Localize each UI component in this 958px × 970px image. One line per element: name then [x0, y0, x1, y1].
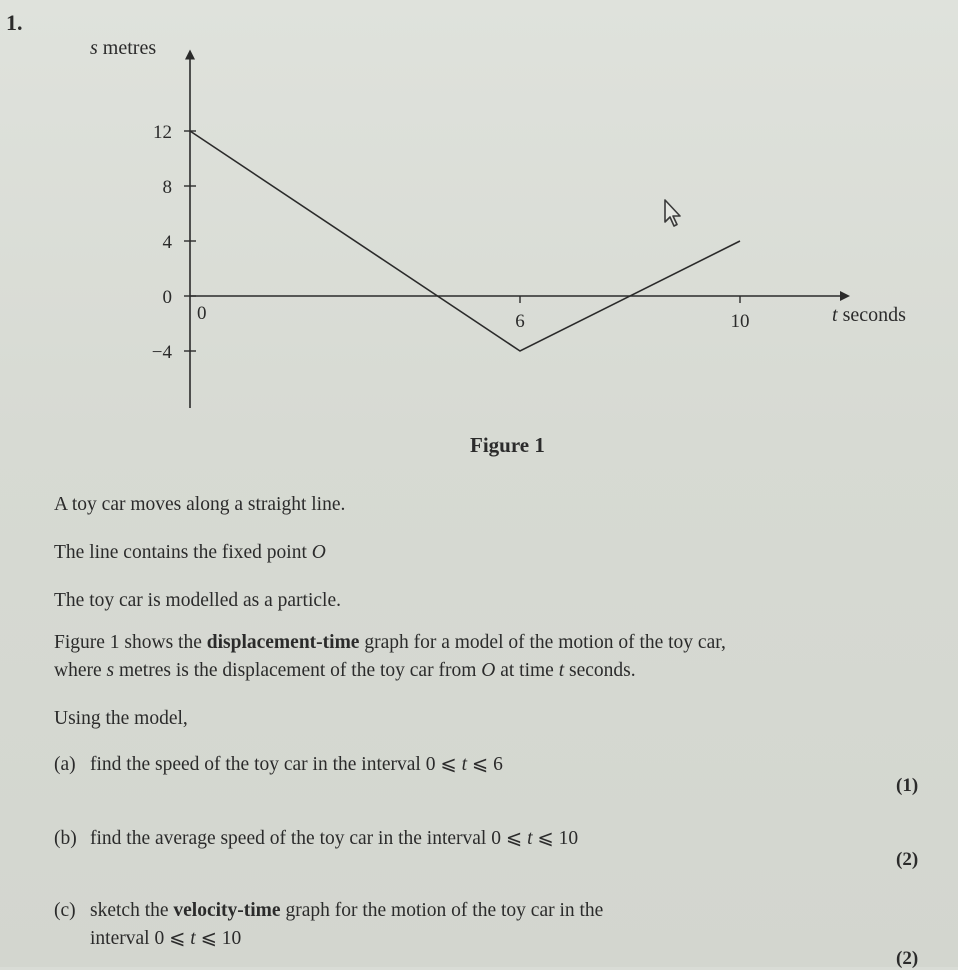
y-axis-label: [90, 37, 156, 59]
emphasis-velocity-time: velocity-time: [173, 900, 281, 921]
emphasis-displacement-time: displacement-time: [206, 632, 360, 653]
paragraph-1: A toy car moves along a straight line.: [54, 494, 346, 515]
paragraph-2: The line contains the fixed point O: [54, 542, 326, 563]
y-axis-variable: s: [90, 37, 98, 59]
part-c-marks: (2): [896, 948, 919, 969]
question-number: 1.: [6, 10, 23, 35]
data-series: [190, 131, 740, 351]
paragraph-6: Using the model,: [54, 708, 188, 729]
x-tick-label: 10: [730, 311, 750, 332]
displacement-time-graph: [0, 0, 958, 470]
part-a-marks: (1): [896, 775, 919, 796]
part-c-label: (c): [54, 900, 76, 921]
axis-ticks: [152, 122, 750, 363]
part-b-label: (b): [54, 828, 77, 849]
y-tick-label: 0: [162, 287, 172, 308]
part-b-marks: (2): [896, 849, 919, 870]
y-axis-unit: metres: [102, 37, 157, 59]
x-axis-label: [832, 304, 906, 326]
paragraph-3: The toy car is modelled as a particle.: [54, 590, 341, 611]
x-axis-variable: t: [832, 304, 838, 326]
y-tick-label: 4: [162, 232, 172, 253]
series-line-displacement: [190, 131, 740, 351]
paragraph-4: Figure 1 shows the displacement-time graph for a model of the motion of the toy car,: [54, 632, 726, 653]
mouse-cursor-icon: [665, 200, 680, 226]
paragraph-5: where s metres is the displacement of the toy car from O at time t seconds.: [54, 660, 636, 681]
point-o: O: [311, 542, 326, 563]
x-tick-label: 6: [515, 311, 525, 332]
part-c: (c) sketch the velocity-time graph for the motion of the toy car in the: [54, 897, 603, 924]
part-a: (a) find the speed of the toy car in the interval 0 ⩽ t ⩽ 6: [54, 751, 503, 778]
y-tick-label: 12: [153, 122, 172, 143]
axes: [190, 55, 845, 409]
axis-labels: [90, 37, 906, 326]
y-tick-label: 8: [162, 177, 172, 198]
part-b: (b) find the average speed of the toy car in the interval 0 ⩽ t ⩽ 10: [54, 825, 578, 852]
y-tick-label: −4: [151, 342, 172, 363]
origin-label: 0: [197, 303, 207, 324]
part-a-label: (a): [54, 754, 76, 775]
figure-caption: Figure 1: [470, 433, 545, 457]
part-c-line-2: interval 0 ⩽ t ⩽ 10: [90, 928, 242, 949]
x-axis-unit: seconds: [842, 304, 906, 326]
